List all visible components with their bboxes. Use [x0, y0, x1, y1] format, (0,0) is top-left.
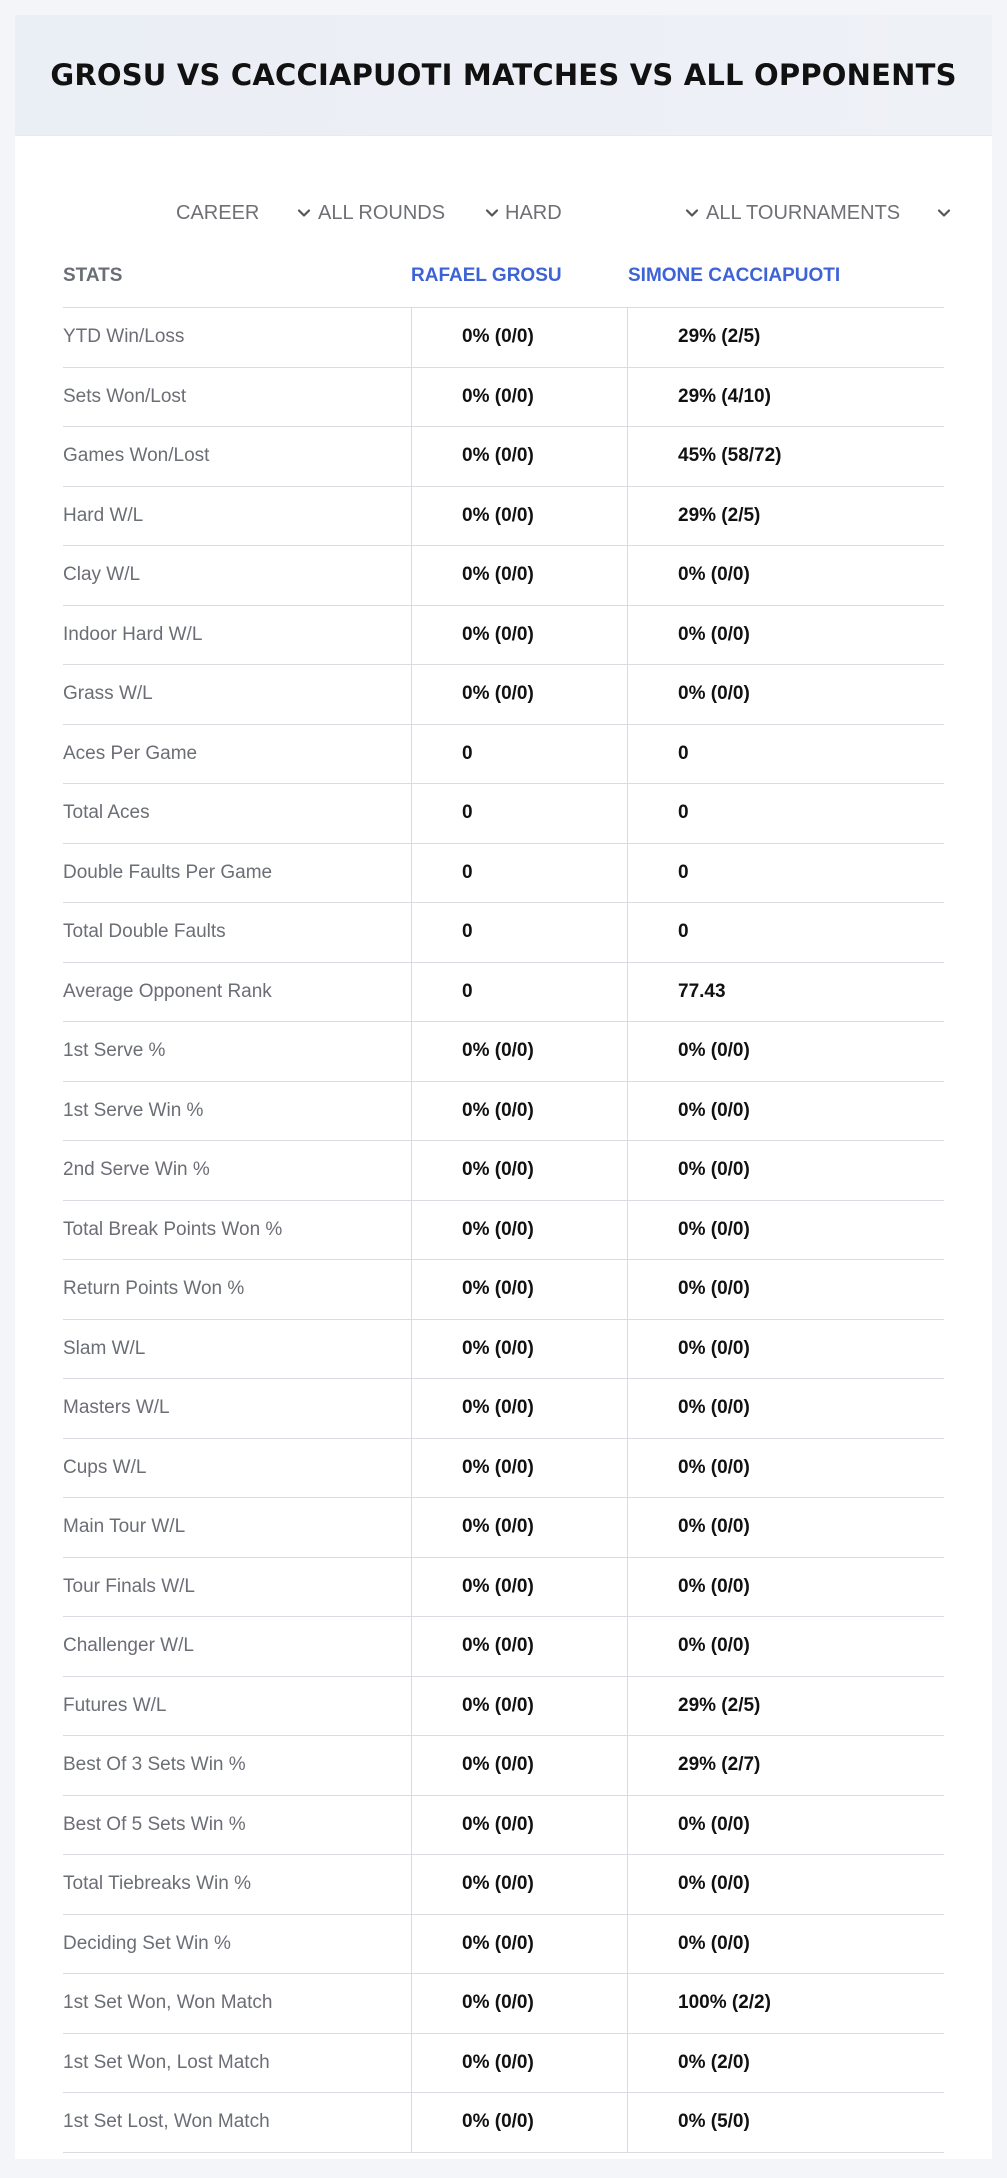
stat-label: Slam W/L	[63, 1337, 146, 1359]
stat-label: Cups W/L	[63, 1456, 147, 1478]
player2-value: 0% (0/0)	[627, 1558, 944, 1617]
table-row	[63, 725, 944, 785]
stats-table	[63, 245, 944, 2153]
table-header	[63, 245, 944, 308]
table-row	[63, 606, 944, 666]
player1-value: 0% (0/0)	[411, 1141, 627, 1200]
table-row	[63, 1320, 944, 1380]
player1-value: 0% (0/0)	[411, 1915, 627, 1974]
stat-label: Clay W/L	[63, 564, 141, 586]
player1-value: 0% (0/0)	[411, 546, 627, 605]
stat-label: Main Tour W/L	[63, 1516, 186, 1538]
player1-value: 0% (0/0)	[411, 1796, 627, 1855]
stat-label: Aces Per Game	[63, 742, 198, 764]
player1-value: 0% (0/0)	[411, 308, 627, 367]
stat-label: Indoor Hard W/L	[63, 623, 203, 645]
stat-label: Masters W/L	[63, 1397, 170, 1419]
stat-label: 1st Serve Win %	[63, 1099, 204, 1121]
stat-label: Total Break Points Won %	[63, 1218, 283, 1240]
player2-value: 0% (0/0)	[627, 1141, 944, 1200]
table-row	[63, 1677, 944, 1737]
player2-value: 77.43	[627, 963, 944, 1022]
table-row	[63, 1617, 944, 1677]
player1-value: 0% (0/0)	[411, 427, 627, 486]
stat-label: YTD Win/Loss	[63, 326, 185, 348]
player1-value: 0% (0/0)	[411, 1022, 627, 1081]
stat-label: Average Opponent Rank	[63, 980, 272, 1002]
player2-value: 0% (0/0)	[627, 1617, 944, 1676]
table-row	[63, 487, 944, 547]
player1-value: 0% (0/0)	[411, 1439, 627, 1498]
stat-label: Grass W/L	[63, 683, 153, 705]
chevron-down-icon	[684, 205, 700, 221]
filter-surface-label: HARD	[505, 201, 562, 224]
player1-value: 0% (0/0)	[411, 1677, 627, 1736]
stat-label: 1st Set Won, Won Match	[63, 1992, 273, 2014]
table-row	[63, 1855, 944, 1915]
table-row	[63, 1439, 944, 1499]
table-row	[63, 784, 944, 844]
player1-value: 0% (0/0)	[411, 1260, 627, 1319]
filter-tournament-select[interactable]	[706, 195, 952, 231]
stat-label: Total Double Faults	[63, 921, 226, 943]
player1-value: 0% (0/0)	[411, 1379, 627, 1438]
player2-value: 0	[627, 844, 944, 903]
filter-round-select[interactable]	[318, 195, 500, 231]
player1-value: 0% (0/0)	[411, 2034, 627, 2093]
page-title: GROSU VS CACCIAPUOTI MATCHES VS ALL OPPONENTS	[50, 58, 957, 92]
stats-column-header: STATS	[63, 265, 123, 286]
player1-value: 0% (0/0)	[411, 1617, 627, 1676]
player1-value: 0% (0/0)	[411, 1855, 627, 1914]
table-row	[63, 1022, 944, 1082]
table-body	[63, 308, 944, 2153]
player1-value: 0	[411, 903, 627, 962]
stat-label: Total Tiebreaks Win %	[63, 1873, 251, 1895]
stat-label: Tour Finals W/L	[63, 1575, 195, 1597]
player1-value: 0% (0/0)	[411, 1201, 627, 1260]
player2-value: 0% (0/0)	[627, 1320, 944, 1379]
stat-label: 2nd Serve Win %	[63, 1159, 210, 1181]
filter-period-select[interactable]	[176, 195, 312, 231]
player1-value: 0% (0/0)	[411, 1082, 627, 1141]
table-row	[63, 2034, 944, 2094]
player2-value: 0% (0/0)	[627, 1201, 944, 1260]
page-header	[15, 15, 992, 136]
chevron-down-icon	[936, 205, 952, 221]
player2-value: 0% (0/0)	[627, 1796, 944, 1855]
player2-value: 0	[627, 784, 944, 843]
player2-value: 0% (5/0)	[627, 2093, 944, 2152]
player2-value: 0% (0/0)	[627, 1260, 944, 1319]
player2-value: 45% (58/72)	[627, 427, 944, 486]
stat-label: Return Points Won %	[63, 1278, 245, 1300]
filter-surface-select[interactable]	[505, 195, 700, 231]
player1-value: 0% (0/0)	[411, 2093, 627, 2152]
player2-value: 0% (0/0)	[627, 1022, 944, 1081]
stat-label: Challenger W/L	[63, 1635, 194, 1657]
stat-label: 1st Set Lost, Won Match	[63, 2111, 270, 2133]
player2-value: 0% (0/0)	[627, 1498, 944, 1557]
player2-value: 0% (0/0)	[627, 1915, 944, 1974]
player2-value: 0% (0/0)	[627, 1439, 944, 1498]
player2-value: 29% (2/5)	[627, 487, 944, 546]
player1-value: 0	[411, 844, 627, 903]
filter-tournament-label: ALL TOURNAMENTS	[706, 201, 901, 224]
table-row	[63, 1558, 944, 1618]
table-row	[63, 844, 944, 904]
player1-value: 0% (0/0)	[411, 487, 627, 546]
table-row	[63, 1498, 944, 1558]
table-row	[63, 546, 944, 606]
table-row	[63, 368, 944, 428]
table-row	[63, 1141, 944, 1201]
player2-value: 100% (2/2)	[627, 1974, 944, 2033]
table-row	[63, 1915, 944, 1975]
table-row	[63, 2093, 944, 2153]
player1-value: 0% (0/0)	[411, 368, 627, 427]
table-row	[63, 1974, 944, 2034]
player2-value: 0	[627, 903, 944, 962]
player1-value: 0% (0/0)	[411, 1320, 627, 1379]
stat-label: Total Aces	[63, 802, 150, 824]
player2-value: 29% (2/5)	[627, 308, 944, 367]
player2-value: 0% (2/0)	[627, 2034, 944, 2093]
filter-bar	[15, 195, 992, 231]
filter-period-label: CAREER	[176, 201, 260, 224]
player2-value: 0% (0/0)	[627, 606, 944, 665]
stat-label: Best Of 3 Sets Win %	[63, 1754, 246, 1776]
stat-label: Best Of 5 Sets Win %	[63, 1813, 246, 1835]
stat-label: Deciding Set Win %	[63, 1932, 231, 1954]
player2-column-header[interactable]: SIMONE CACCIAPUOTI	[628, 265, 841, 286]
table-row	[63, 963, 944, 1023]
player1-value: 0% (0/0)	[411, 1558, 627, 1617]
player2-value: 0% (0/0)	[627, 546, 944, 605]
player1-value: 0	[411, 963, 627, 1022]
table-row	[63, 308, 944, 368]
player1-value: 0% (0/0)	[411, 1974, 627, 2033]
filter-round-label: ALL ROUNDS	[318, 201, 446, 224]
table-row	[63, 1736, 944, 1796]
table-row	[63, 903, 944, 963]
player1-value: 0	[411, 725, 627, 784]
player2-value: 29% (2/7)	[627, 1736, 944, 1795]
table-row	[63, 1201, 944, 1261]
stat-label: Games Won/Lost	[63, 445, 210, 467]
table-row	[63, 1260, 944, 1320]
table-row	[63, 1796, 944, 1856]
chevron-down-icon	[296, 205, 312, 221]
table-row	[63, 1082, 944, 1142]
stat-label: Double Faults Per Game	[63, 861, 273, 883]
stat-label: 1st Serve %	[63, 1040, 166, 1062]
player2-value: 0% (0/0)	[627, 1082, 944, 1141]
chevron-down-icon	[484, 205, 500, 221]
table-row	[63, 1379, 944, 1439]
stat-label: Futures W/L	[63, 1694, 167, 1716]
player1-value: 0% (0/0)	[411, 665, 627, 724]
player1-value: 0% (0/0)	[411, 606, 627, 665]
player1-column-header[interactable]: RAFAEL GROSU	[411, 265, 562, 286]
player2-value: 0% (0/0)	[627, 1855, 944, 1914]
stat-label: Hard W/L	[63, 504, 144, 526]
player2-value: 29% (4/10)	[627, 368, 944, 427]
stat-label: 1st Set Won, Lost Match	[63, 2051, 270, 2073]
player1-value: 0% (0/0)	[411, 1736, 627, 1795]
player2-value: 0	[627, 725, 944, 784]
stats-card	[15, 15, 992, 2159]
player1-value: 0% (0/0)	[411, 1498, 627, 1557]
table-row	[63, 427, 944, 487]
table-row	[63, 665, 944, 725]
player2-value: 0% (0/0)	[627, 1379, 944, 1438]
player1-value: 0	[411, 784, 627, 843]
player2-value: 0% (0/0)	[627, 665, 944, 724]
player2-value: 29% (2/5)	[627, 1677, 944, 1736]
stat-label: Sets Won/Lost	[63, 385, 187, 407]
